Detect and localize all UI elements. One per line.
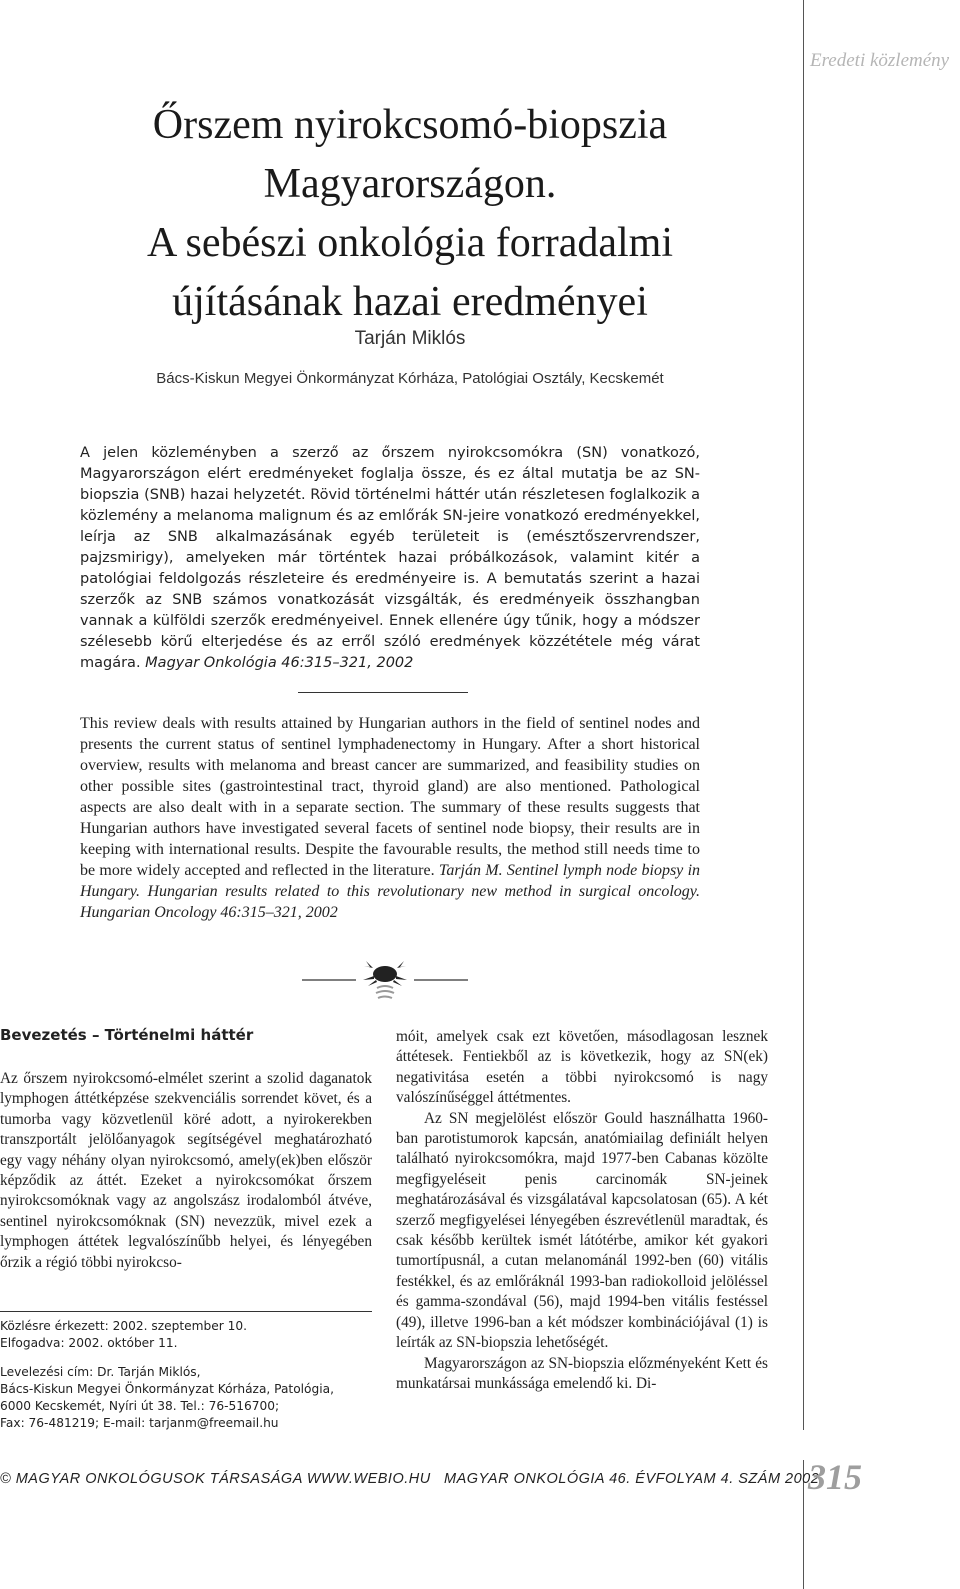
footnote-rule <box>0 1311 372 1312</box>
body-column-right <box>396 1027 768 1394</box>
received-date: Közlésre érkezett: 2002. szeptember 10. <box>0 1319 248 1333</box>
title-line: Őrszem nyirokcsomó-biopszia <box>152 102 668 148</box>
crab-emblem-icon <box>300 958 470 1006</box>
abstract-hu-text: A jelen közleményben a szerző az őrszem nyirokcsomókra (SN) vonatkozó, Magyarországon elért eredményeket foglalja össze, és ez által mutatja be az SN-biopszia (SNB) hazai helyzetét. Rövid történelmi háttér után részletesen foglalkozik a közlemény a melanoma malignum és az emlőrák SN-jeire vonatkozó eredményekkel, leírja az SNB alkalmazásának egyéb területeit is (emésztőszervrendszer, pajzsmirigy), amelyeken már történtek hazai próbálkozások, valamint kitér a patológiai feldolgozás részleteire és eredményeire is. A bemutatás szerint a hazai szerzők az SNB számos vonatkozását vizsgálták, és eredményeik összhangban vannak a külföldi szerzők eredményeivel. Ennek ellenére úgy tűnik, hogy a módszer szélesebb körű elterjedése és az erről szóló eredmények közzététele még várat magára. <box>80 445 700 671</box>
body-column-left <box>0 1069 372 1273</box>
article-title <box>60 96 760 332</box>
abstract-hungarian <box>80 443 700 674</box>
page-number: 315 <box>808 1457 862 1497</box>
address-line: Bács-Kiskun Megyei Önkormányzat Kórháza, Patológia, <box>0 1382 334 1396</box>
body-paragraph: Az SN megjelölést először Gould használhatta 1960-ban parotistumorok kapcsán, anatómiailag definiált helyen található nyirokcsomókra, majd 1977-ben Cabanas közölte megfigyeléseit penis carcinomák SN-jeinek meghatározásával és vizsgálatával kapcsolatosan (65). A két szerző megfigyelései lényegében észrevétlenül maradtak, és csak később kerültek ismét látótérbe, amikor két gyakori tumortípusnál, a cutan melanománál 1992-ben (60) vitális festékkel, és az emlőráknál 1993-ban radiokolloid jelöléssel és gamma-szondával (56), majd 1994-ben vitális festéssel (49), illetve 1996-ban a két módszer kombinációjával (1) is leírták az SN-biopszia lehetőségét. <box>396 1109 768 1352</box>
abstract-en-citation: Tarján M. Sentinel lymph node biopsy in Hungary. Hungarian results related to this revolutionary new method in surgical oncology. Hungarian Oncology 46:315–321, 2002 <box>80 862 701 921</box>
title-line: A sebészi onkológia forradalmi <box>146 220 674 266</box>
abstract-divider <box>298 692 468 693</box>
address-line: 6000 Kecskemét, Nyíri út 38. Tel.: 76-516700; <box>0 1399 280 1413</box>
body-paragraph: Az őrszem nyirokcsomó-elmélet szerint a szolid daganatok lymphogen áttétképzése szekvenciális sorrendet követ, és a tumorba vagy közvetlenül köré adott, a nyirokerekben transzportált jelölőanyagok segítségével meghatározható egy vagy néhány olyan nyirokcsomó, amely(ek)ben először képződik az áttét. Ezeket a nyirokcsomókat őrszem nyirokcsomóknak vagy az angolszász irodalomból átvéve, sentinel nyirokcsomóknak (SN) nevezzük, mivel ezek a lymphogen áttétek legvalószínűbb helyei, és lényegében őrzik a régió többi nyirokcso- <box>0 1070 372 1271</box>
abstract-english <box>80 713 700 923</box>
abstract-en-text: This review deals with results attained by Hungarian authors in the field of sentinel nodes and presents the current status of sentinel lymphadenectomy in Hungary. After a short historical overview, results with melanoma and breast cancer are summarized, and feasibility studies on other possible sites (gastrointestinal tract, thyroid gland) are also mentioned. Pathological aspects are also dealt with in a separate section. The summary of these results suggests that Hungarian authors have investigated several facets of sentinel node biopsy, their results are in keeping with international results. Despite the favourable results, the method still needs time to be more widely accepted and reflected in the literature. <box>80 715 700 879</box>
body-paragraph: móit, amelyek csak ezt követően, másodlagosan lesznek áttétesek. Fentiekből az is következik, hogy az SN(ek) negativitása esetén a többi nyirokcsomó is nagy valószínűséggel áttétmentes. <box>396 1028 768 1107</box>
section-label: Eredeti közlemény <box>810 50 950 71</box>
abstract-hu-citation: Magyar Onkológia 46:315–321, 2002 <box>145 655 414 671</box>
author-affiliation: Bács-Kiskun Megyei Önkormányzat Kórháza, Patológiai Osztály, Kecskemét <box>156 370 664 387</box>
section-heading: Bevezetés – Történelmi háttér <box>0 1026 254 1044</box>
footer-society: © MAGYAR ONKOLÓGUSOK TÁRSASÁGA WWW.WEBIO.HU <box>0 1471 431 1487</box>
footer-journal: MAGYAR ONKOLÓGIA 46. ÉVFOLYAM 4. SZÁM 2002 <box>444 1471 820 1487</box>
address-line: Fax: 76-481219; E-mail: tarjanm@freemail.hu <box>0 1416 279 1430</box>
title-line: újításának hazai eredményei <box>172 279 648 325</box>
margin-rule <box>803 0 804 1430</box>
body-paragraph: Magyarországon az SN-biopszia előzményeként Kett és munkatársai munkássága emelendő ki. Di- <box>396 1354 768 1392</box>
address-line: Levelezési cím: Dr. Tarján Miklós, <box>0 1365 201 1379</box>
accepted-date: Elfogadva: 2002. október 11. <box>0 1336 178 1350</box>
footnote-block <box>0 1318 380 1432</box>
title-line: Magyarországon. <box>263 161 557 207</box>
author-name: Tarján Miklós <box>354 328 466 349</box>
